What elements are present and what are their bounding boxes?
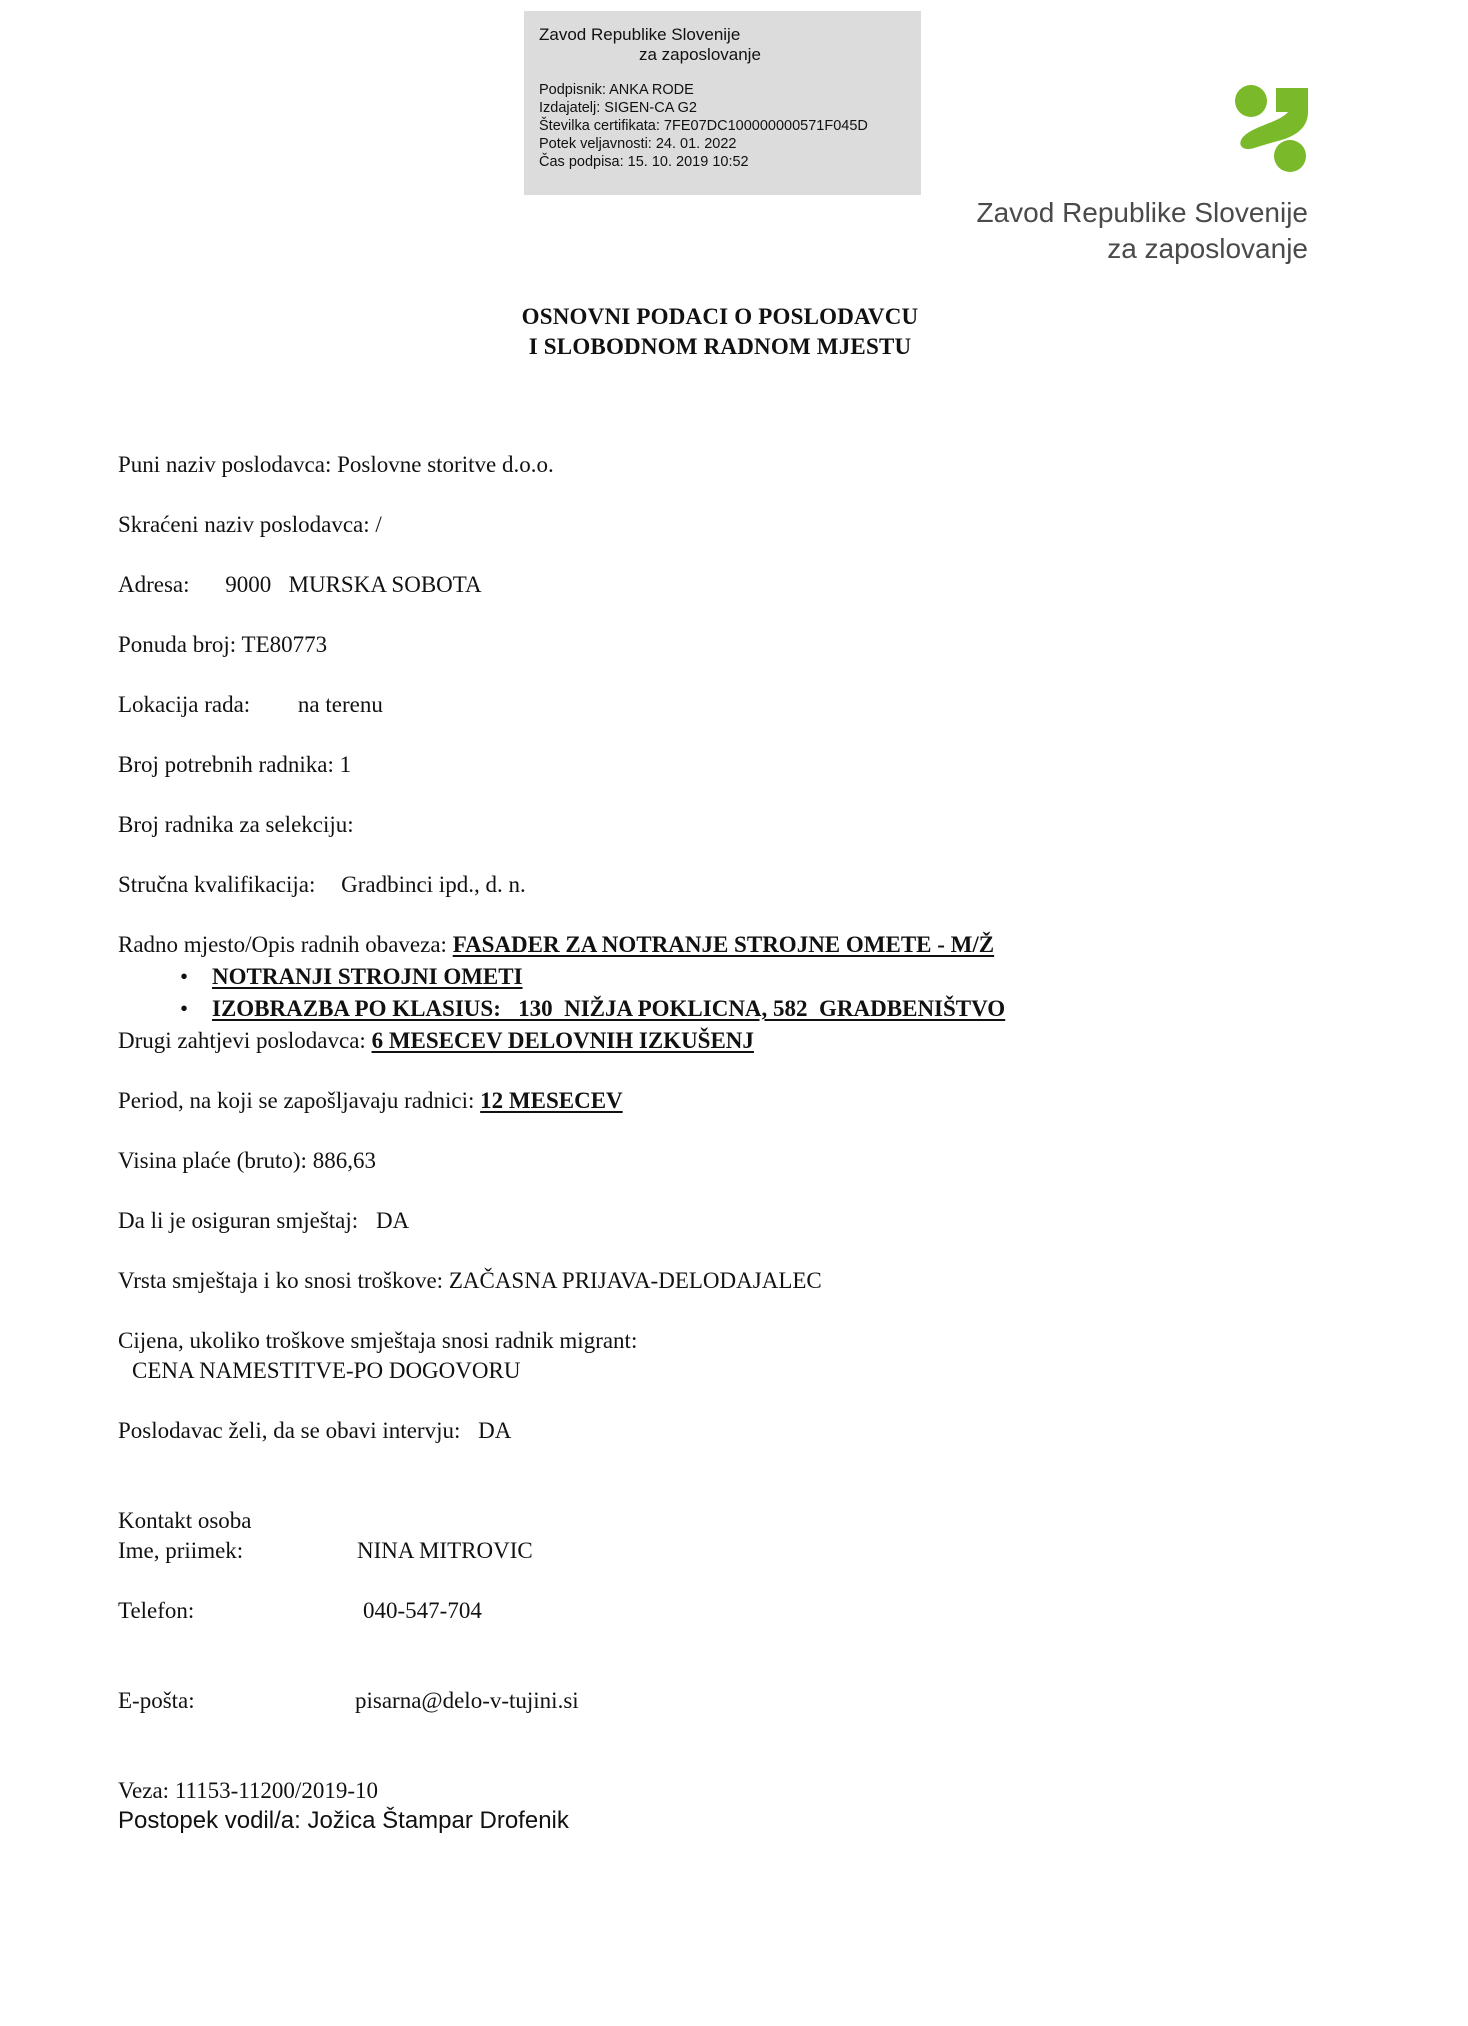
offer-label: Ponuda broj: (118, 632, 237, 657)
field-job (118, 930, 994, 960)
field-housing-price (118, 1326, 637, 1356)
qualification-value: Gradbinci ipd., d. n. (341, 872, 526, 897)
bullet-marker: • (180, 996, 189, 1021)
signature-organization (539, 25, 906, 65)
title-line2: I SLOBODNOM RADNOM MJESTU (528, 334, 912, 359)
field-full-name (118, 450, 554, 480)
field-address (118, 570, 482, 600)
field-qualification (118, 870, 526, 900)
workers-needed-value: 1 (339, 752, 352, 777)
contact-name-label: Ime, priimek: (118, 1538, 244, 1563)
housing-type-value: ZAČASNA PRIJAVA-DELODAJALEC (448, 1268, 822, 1293)
contact-email-label: E-pošta: (118, 1688, 195, 1713)
location-value: na terenu (297, 692, 383, 717)
other-req-label: Drugi zahtjevi poslodavca: (118, 1028, 366, 1053)
interview-label: Poslodavac želi, da se obavi intervju: (118, 1418, 461, 1443)
signature-org-line2: za zaposlovanje (639, 45, 761, 64)
salary-value: 886,63 (312, 1148, 376, 1173)
address-label: Adresa: (118, 572, 190, 597)
signature-issuer: Izdajatelj: SIGEN-CA G2 (539, 100, 697, 116)
job-bullet-2: IZOBRAZBA PO KLASIUS: 130 NIŽJA POKLICNA, 582 GRADBENIŠTVO (212, 996, 1006, 1021)
price-label: Cijena, ukoliko troškove smještaja snosi radnik migrant: (118, 1328, 638, 1353)
contact-heading: Kontakt osoba (118, 1508, 252, 1533)
digital-signature-box (524, 11, 921, 195)
field-workers-needed (118, 750, 351, 780)
job-value: FASADER ZA NOTRANJE STROJNE OMETE - M/Ž (452, 932, 995, 957)
short-name-value: / (375, 512, 382, 537)
offer-value: TE80773 (241, 632, 328, 657)
period-value: 12 MESECEV (480, 1088, 623, 1113)
contact-phone-label: Telefon: (118, 1598, 195, 1623)
job-bullet-1: NOTRANJI STROJNI OMETI (212, 964, 523, 989)
housing-type-label: Vrsta smještaja i ko snosi troškove: (118, 1268, 444, 1293)
workers-needed-label: Broj potrebnih radnika: (118, 752, 334, 777)
logo-line2: za zaposlovanje (1107, 233, 1308, 264)
contact-phone-value: 040-547-704 (363, 1598, 482, 1623)
field-salary (118, 1146, 376, 1176)
signature-valid-until: Potek veljavnosti: 24. 01. 2022 (539, 136, 737, 152)
workers-selection-label: Broj radnika za selekciju: (118, 812, 354, 837)
field-work-location (118, 690, 383, 720)
bullet-marker: • (180, 964, 189, 989)
signature-signer: Podpisnik: ANKA RODE (539, 82, 694, 98)
period-label: Period, na koji se zapošljavaju radnici: (118, 1088, 475, 1113)
full-name-value: Poslovne storitve d.o.o. (337, 452, 554, 477)
document-title (370, 302, 1070, 362)
signature-details (539, 81, 906, 171)
field-other-requirements (118, 1026, 754, 1056)
signature-org-line1: Zavod Republike Slovenije (539, 25, 741, 44)
interview-value: DA (478, 1418, 512, 1443)
price-value: CENA NAMESTITVE-PO DOGOVORU (132, 1358, 521, 1383)
signature-cert-number: Številka certifikata: 7FE07DC100000000571F045D (539, 118, 868, 134)
job-label: Radno mjesto/Opis radnih obaveza: (118, 932, 447, 957)
handled-by: Postopek vodil/a: Jožica Štampar Drofenik (118, 1807, 569, 1834)
field-interview (118, 1416, 511, 1446)
field-offer-number (118, 630, 327, 660)
housing-label: Da li je osiguran smještaj: (118, 1208, 359, 1233)
field-housing-type (118, 1266, 822, 1296)
housing-value: DA (375, 1208, 410, 1233)
location-label: Lokacija rada: (118, 692, 251, 717)
field-workers-selection (118, 810, 354, 840)
contact-email-value: pisarna@delo-v-tujini.si (355, 1688, 579, 1713)
full-name-label: Puni naziv poslodavca: (118, 452, 332, 477)
field-employment-period (118, 1086, 623, 1116)
address-value: 9000 MURSKA SOBOTA (225, 572, 482, 597)
logo-line1: Zavod Republike Slovenije (976, 197, 1308, 228)
field-housing (118, 1206, 409, 1236)
title-line1: OSNOVNI PODACI O POSLODAVCU (521, 304, 919, 329)
zrss-logo-icon (1232, 82, 1312, 174)
salary-label: Visina plaće (bruto): (118, 1148, 307, 1173)
logo-wordmark (930, 195, 1308, 267)
qualification-label: Stručna kvalifikacija: (118, 872, 316, 897)
contact-name-value: NINA MITROVIC (357, 1538, 533, 1563)
short-name-label: Skraćeni naziv poslodavca: (118, 512, 370, 537)
other-req-value: 6 MESECEV DELOVNIH IZKUŠENJ (371, 1028, 754, 1053)
reference-number: Veza: 11153-11200/2019-10 (118, 1778, 378, 1803)
field-short-name (118, 510, 382, 540)
signature-signed-at: Čas podpisa: 15. 10. 2019 10:52 (539, 154, 749, 170)
